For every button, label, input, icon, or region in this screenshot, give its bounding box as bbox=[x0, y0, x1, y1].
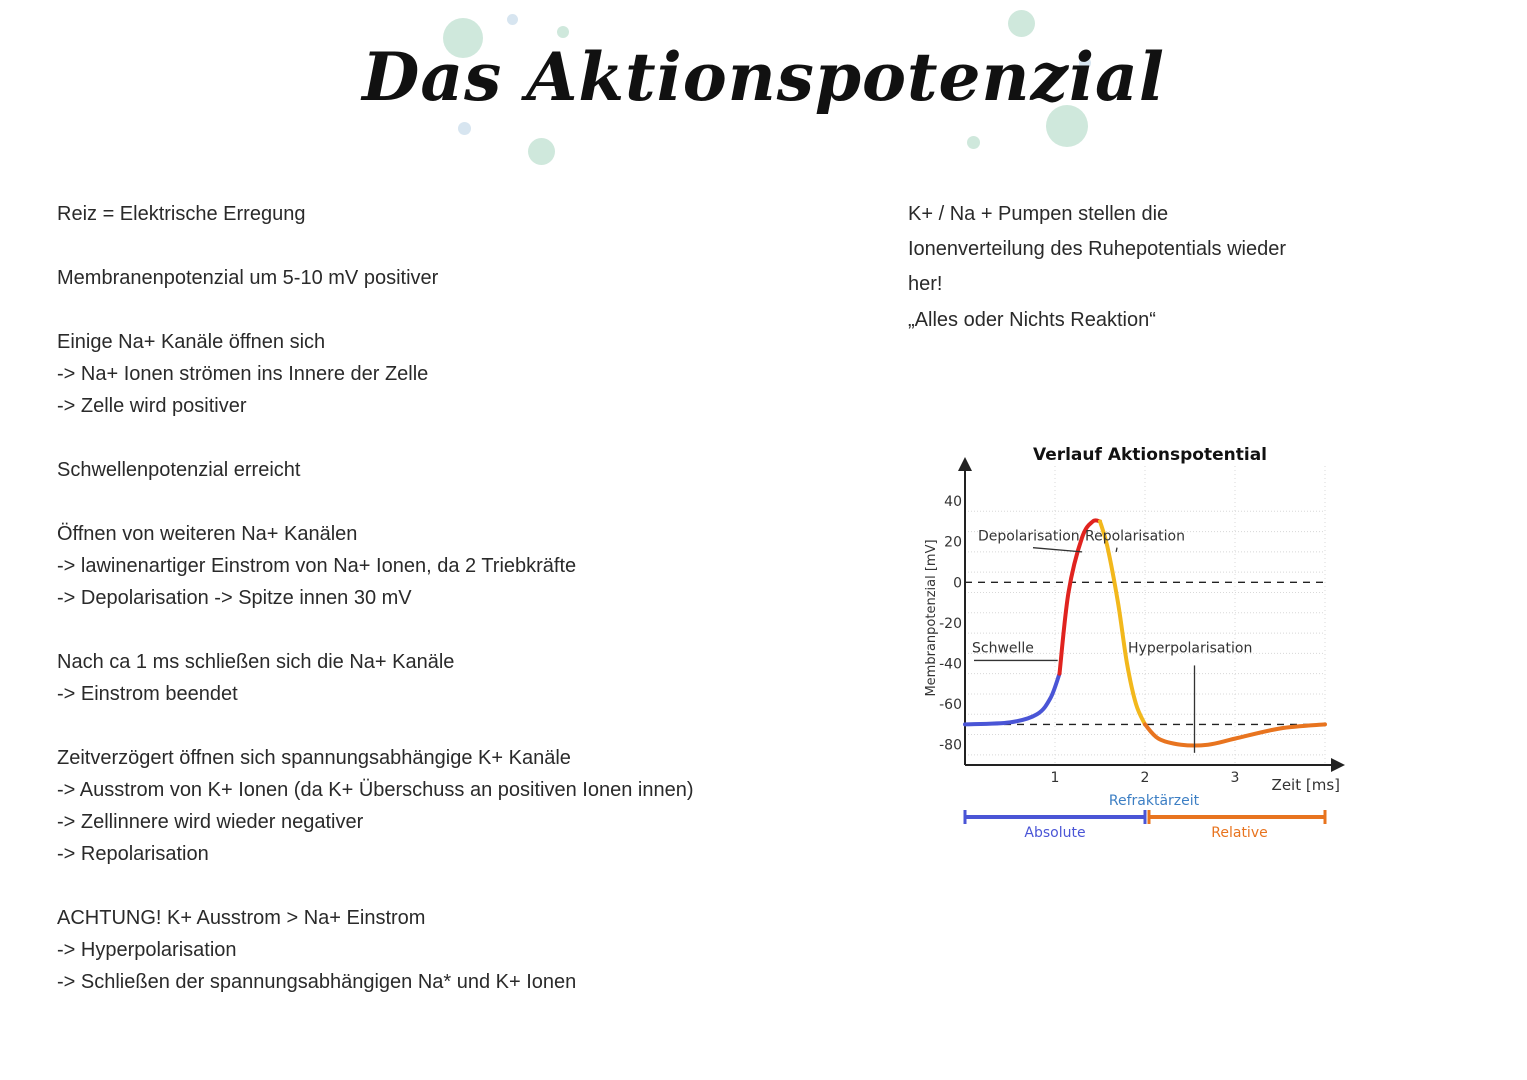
note-line: -> Einstrom beendet bbox=[57, 683, 238, 705]
note-line: -> Depolarisation -> Spitze innen 30 mV bbox=[57, 587, 412, 609]
y-tick-label: 20 bbox=[944, 534, 962, 551]
note-line: -> Zellinnere wird wieder negativer bbox=[57, 811, 364, 833]
refractory-label: Refraktärzeit bbox=[1108, 793, 1200, 809]
annotation-pointer bbox=[1033, 548, 1082, 552]
decor-dot bbox=[967, 136, 980, 149]
page-title: Das Aktionspotenzial bbox=[362, 38, 1165, 116]
x-tick-label: 2 bbox=[1140, 770, 1150, 786]
note-line: Reiz = Elektrische Erregung bbox=[57, 203, 306, 225]
decor-dot bbox=[458, 122, 471, 135]
note-line: Nach ca 1 ms schließen sich die Na+ Kanäle bbox=[57, 651, 455, 673]
note-line: -> Schließen der spannungsabhängigen Na* und K+ Ionen bbox=[57, 971, 577, 993]
refractory-absolute-label: Absolute bbox=[1024, 825, 1086, 841]
chart-title: Verlauf Aktionspotential bbox=[1032, 445, 1268, 465]
annotation-label: Hyperpolarisation bbox=[1128, 640, 1253, 657]
note-line: -> Hyperpolarisation bbox=[57, 939, 237, 961]
annotation-label: Repolarisation bbox=[1085, 528, 1185, 545]
y-tick-label: -40 bbox=[939, 656, 962, 673]
note-line: Einige Na+ Kanäle öffnen sich bbox=[57, 331, 326, 353]
action-potential-chart bbox=[915, 435, 1355, 855]
note-line: Ionenverteilung des Ruhepotentials wieder bbox=[908, 238, 1287, 260]
note-line: -> lawinenartiger Einstrom von Na+ Ionen, da 2 Triebkräfte bbox=[57, 555, 577, 577]
x-tick-label: 3 bbox=[1230, 770, 1240, 786]
annotation-label: Depolarisation bbox=[978, 528, 1080, 545]
note-line: Öffnen von weiteren Na+ Kanälen bbox=[57, 523, 358, 545]
note-line: „Alles oder Nichts Reaktion“ bbox=[908, 309, 1156, 331]
decor-dot bbox=[1008, 10, 1035, 37]
y-axis-arrow bbox=[958, 457, 972, 471]
y-tick-label: 40 bbox=[944, 494, 962, 511]
note-line: -> Zelle wird positiver bbox=[57, 395, 247, 417]
note-line: K+ / Na + Pumpen stellen die bbox=[908, 203, 1169, 225]
y-tick-label: -80 bbox=[939, 737, 962, 754]
decor-dot bbox=[528, 138, 555, 165]
x-axis-arrow bbox=[1331, 758, 1345, 772]
note-line: Zeitverzögert öffnen sich spannungsabhängige K+ Kanäle bbox=[57, 747, 571, 769]
annotation-pointer bbox=[1116, 548, 1117, 552]
note-line: her! bbox=[908, 273, 943, 295]
decor-dot bbox=[557, 26, 569, 38]
y-tick-label: -20 bbox=[939, 615, 962, 632]
note-line: -> Na+ Ionen strömen ins Innere der Zelle bbox=[57, 363, 429, 385]
y-tick-label: 0 bbox=[953, 575, 962, 592]
y-axis-label: Membranpotenzial [mV] bbox=[924, 539, 939, 697]
annotation-label: Schwelle bbox=[972, 640, 1034, 657]
note-line: -> Ausstrom von K+ Ionen (da K+ Überschuss an positiven Ionen innen) bbox=[57, 779, 694, 801]
note-line: ACHTUNG! K+ Ausstrom > Na+ Einstrom bbox=[57, 907, 426, 929]
x-tick-label: 1 bbox=[1050, 770, 1060, 786]
y-tick-label: -60 bbox=[939, 697, 962, 714]
decor-dot bbox=[507, 14, 518, 25]
chart-svg bbox=[915, 435, 1355, 855]
note-line: -> Repolarisation bbox=[57, 843, 209, 865]
note-line: Schwellenpotenzial erreicht bbox=[57, 459, 301, 481]
series-line bbox=[965, 674, 1060, 725]
x-axis-label: Zeit [ms] bbox=[1271, 776, 1340, 794]
refractory-relative-label: Relative bbox=[1211, 825, 1268, 841]
note-line: Membranenpotenzial um 5-10 mV positiver bbox=[57, 267, 439, 289]
